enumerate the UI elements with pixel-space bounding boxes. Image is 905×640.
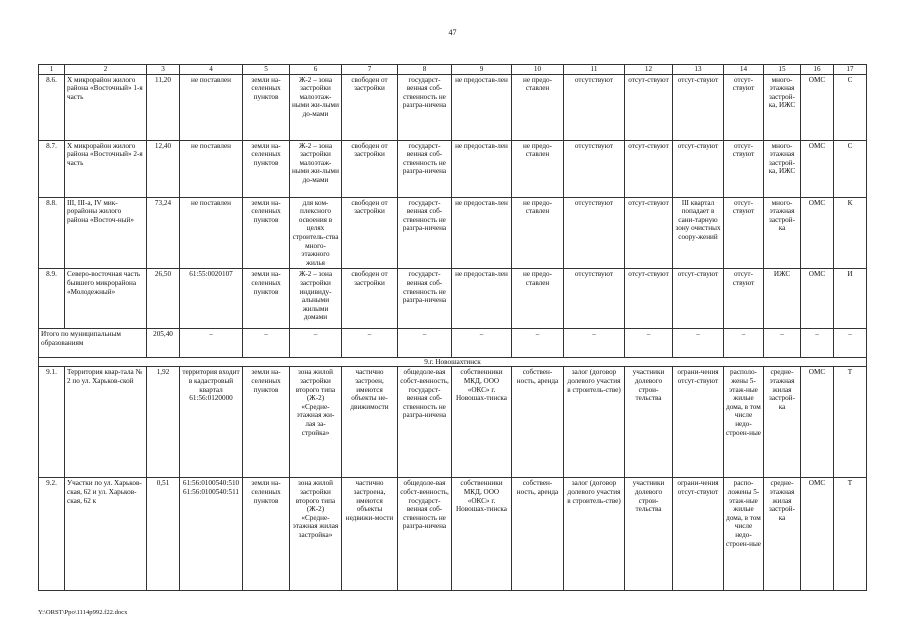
table-cell: – [764,329,801,358]
table-cell: участники долевого строи-тельства [625,367,673,478]
table-row [39,74,867,140]
row-number: 9.2. [39,478,65,591]
table-cell: С [834,140,867,197]
table-cell: ИЖС [764,269,801,329]
table-cell: – [342,329,398,358]
table-cell: собствен-ность, аренда [512,478,564,591]
table-cell: много-этажная застрой-ка [764,197,801,269]
table-cell: отсут-ствуют [625,74,673,140]
table-cell: – [801,329,834,358]
table-cell: – [398,329,452,358]
table-cell: для ком-плексного освоения в целях строитель-ства много-этажного жилья [290,197,342,269]
table-cell: X микрорайон жилого района «Восточный» 2-я часть [65,140,147,197]
table-cell: отсут-ствуют [673,74,724,140]
section-title: 9.г. Новошахтинск [39,358,867,367]
table-cell: Участки по ул. Харьков-ская, 62 и ул. Харьков-ская, 62 к [65,478,147,591]
table-cell: собственники МКД, ООО «ОКС» г. Новошах-тинска [452,478,512,591]
table-cell: государст-венная соб-ственность не разгра-ничена [398,269,452,329]
table-cell: государст-венная соб-ственность не разгра-ничена [398,74,452,140]
table-cell: частично застроен, имеются объекты не-движимости [342,367,398,478]
table-cell: 1,92 [147,367,180,478]
table-cell: 61:56:0100540:510 61:56:0100540:511 [180,478,243,591]
table-cell: С [834,74,867,140]
table-cell: 11,20 [147,74,180,140]
table-cell: 73,24 [147,197,180,269]
table-cell: собственники МКД, ООО «ОКС» г. Новошах-тинска [452,367,512,478]
table-cell: ОМС [801,74,834,140]
footer-file-path: Y:\ORST\Ppo\1114p992.f22.docx [38,609,128,616]
table-cell: – [625,329,673,358]
table-cell: земли на-селенных пунктов [243,197,290,269]
page-number: 47 [448,28,457,37]
table-row [39,197,867,269]
table-cell: 205,40 [147,329,180,358]
table-cell: много-этажная застрой-ка, ИЖС [764,74,801,140]
table-cell: земли на-селенных пунктов [243,74,290,140]
table-cell: III квартал попадает в сани-тарную зону очистных соору-жений [673,197,724,269]
col-header: 5 [243,65,290,75]
table-cell: общедоле-вая собст-венность, государст-венная соб-ственность не разгра-ничена [398,478,452,591]
table-cell: не предо-ставлен [512,269,564,329]
table-cell: отсут-ствуют [724,269,764,329]
table-cell: И [834,269,867,329]
table-cell: отсут-ствуют [625,269,673,329]
land-plots-table [38,64,867,591]
table-cell: участники долевого строи-тельства [625,478,673,591]
row-number: 9.1. [39,367,65,478]
total-label: Итого по муниципальным образованиям [39,329,147,358]
col-header: 3 [147,65,180,75]
table-cell: отсутствуют [564,74,625,140]
col-header: 14 [724,65,764,75]
table-row [39,269,867,329]
col-header: 15 [764,65,801,75]
col-header: 12 [625,65,673,75]
table-cell: земли на-селенных пунктов [243,478,290,591]
table-cell: ОМС [801,140,834,197]
table-cell: распо-ложены 5-этаж-ные жилые дома, в том числе недо-строен-ные [724,478,764,591]
row-number: 8.6. [39,74,65,140]
row-number: 8.9. [39,269,65,329]
table-cell: не предостав-лен [452,269,512,329]
table-cell: не предостав-лен [452,197,512,269]
table-cell: 12,40 [147,140,180,197]
table-cell: отсут-ствуют [673,140,724,197]
table-cell: отсутствуют [564,197,625,269]
table-cell: не предостав-лен [452,74,512,140]
table-cell: не предостав-лен [452,140,512,197]
table-cell: отсут-ствуют [724,197,764,269]
col-header: 10 [512,65,564,75]
header-row [39,65,867,75]
col-header: 4 [180,65,243,75]
table-cell: отсутствуют [564,140,625,197]
table-cell: Территория квар-тала № 2 по ул. Харьков-ской [65,367,147,478]
table-cell: ограни-чения отсут-ствуют [673,367,724,478]
table-cell: ОМС [801,269,834,329]
table-cell: отсут-ствуют [724,74,764,140]
table-cell: 61:55:0020107 [180,269,243,329]
table-cell: земли на-селенных пунктов [243,269,290,329]
table-cell: земли на-селенных пунктов [243,367,290,478]
table-cell: общедоле-вая собст-венность, государст-венная соб-ственность не разгра-ничена [398,367,452,478]
col-header: 1 [39,65,65,75]
table-cell: ограни-чения отсут-ствуют [673,478,724,591]
table-cell: средне-этажная жилая застрой-ка [764,478,801,591]
table-cell: не предо-ставлен [512,197,564,269]
table-cell: отсутствуют [564,269,625,329]
table-cell: территория входит в кадастровый квартал 61:56:0120000 [180,367,243,478]
table-cell: не предо-ставлен [512,74,564,140]
table-cell: Т [834,367,867,478]
table-cell: не поставлен [180,140,243,197]
table-cell: государст-венная соб-ственность не разгра-ничена [398,140,452,197]
table-cell: отсут-ствуют [673,269,724,329]
table-row [39,478,867,591]
table-cell: свободен от застройки [342,197,398,269]
table-row [39,367,867,478]
col-header: 2 [65,65,147,75]
table-cell: – [564,329,625,358]
table-cell: ОМС [801,478,834,591]
table-cell: земли на-селенных пунктов [243,140,290,197]
row-number: 8.7. [39,140,65,197]
table-cell: – [243,329,290,358]
table-cell: 26,50 [147,269,180,329]
table-cell: Ж-2 – зона застройки малоэтаж-ными жи-лыми до-мами [290,74,342,140]
table-cell: свободен от застройки [342,74,398,140]
table-cell: средне-этажная жилая застрой-ка [764,367,801,478]
row-number: 8.8. [39,197,65,269]
table-cell: много-этажная застрой-ка, ИЖС [764,140,801,197]
table-cell: – [673,329,724,358]
table-cell: – [724,329,764,358]
table-cell: – [452,329,512,358]
section-header-row [39,358,867,367]
table-cell: отсут-ствуют [625,197,673,269]
table-cell: – [512,329,564,358]
total-row [39,329,867,358]
col-header: 11 [564,65,625,75]
col-header: 16 [801,65,834,75]
table-cell: 0,51 [147,478,180,591]
col-header: 13 [673,65,724,75]
col-header: 8 [398,65,452,75]
table-cell: залог (договор долевого участия в строитель-стве) [564,478,625,591]
table-row [39,140,867,197]
col-header: 6 [290,65,342,75]
table-cell: III, III-а, IV мик-рорайоны жилого района «Восточ-ный» [65,197,147,269]
table-cell: ОМС [801,197,834,269]
table-cell: свободен от застройки [342,269,398,329]
table-cell: государст-венная соб-ственность не разгра-ничена [398,197,452,269]
table-cell: – [290,329,342,358]
table-cell: Ж-2 – зона застройки малоэтаж-ными жи-лыми до-мами [290,140,342,197]
table-cell: X микрорайон жилого района «Восточный» 1-я часть [65,74,147,140]
table-cell: – [180,329,243,358]
table-cell: ОМС [801,367,834,478]
table-cell: располо-жены 5-этаж-ные жилые дома, в том числе недо-строен-ные [724,367,764,478]
table-cell: собствен-ность, аренда [512,367,564,478]
table-cell: свободен от застройки [342,140,398,197]
table-cell: отсут-ствуют [724,140,764,197]
table-cell: Ж-2 – зона застройки индивиду-альными жилыми домами [290,269,342,329]
table-cell: Т [834,478,867,591]
table-cell: отсут-ствуют [625,140,673,197]
table-cell: не предо-ставлен [512,140,564,197]
col-header: 9 [452,65,512,75]
table-cell: – [834,329,867,358]
col-header: 7 [342,65,398,75]
table-cell: зона жилой застройки второго типа (Ж-2) «Средне-этажная жи-лая за-стройка» [290,367,342,478]
table-cell: частично застроена, имеются объекты недвижи-мости [342,478,398,591]
table-cell: не поставлен [180,74,243,140]
table-cell: К [834,197,867,269]
col-header: 17 [834,65,867,75]
table-cell: не поставлен [180,197,243,269]
table-cell: залог (договор долевого участия в строитель-стве) [564,367,625,478]
table-cell: зона жилой застройки второго типа (Ж-2) «Средне-этажная жилая застройка» [290,478,342,591]
table-cell: Северо-восточная часть бывшего микрорайона «Молодежный» [65,269,147,329]
